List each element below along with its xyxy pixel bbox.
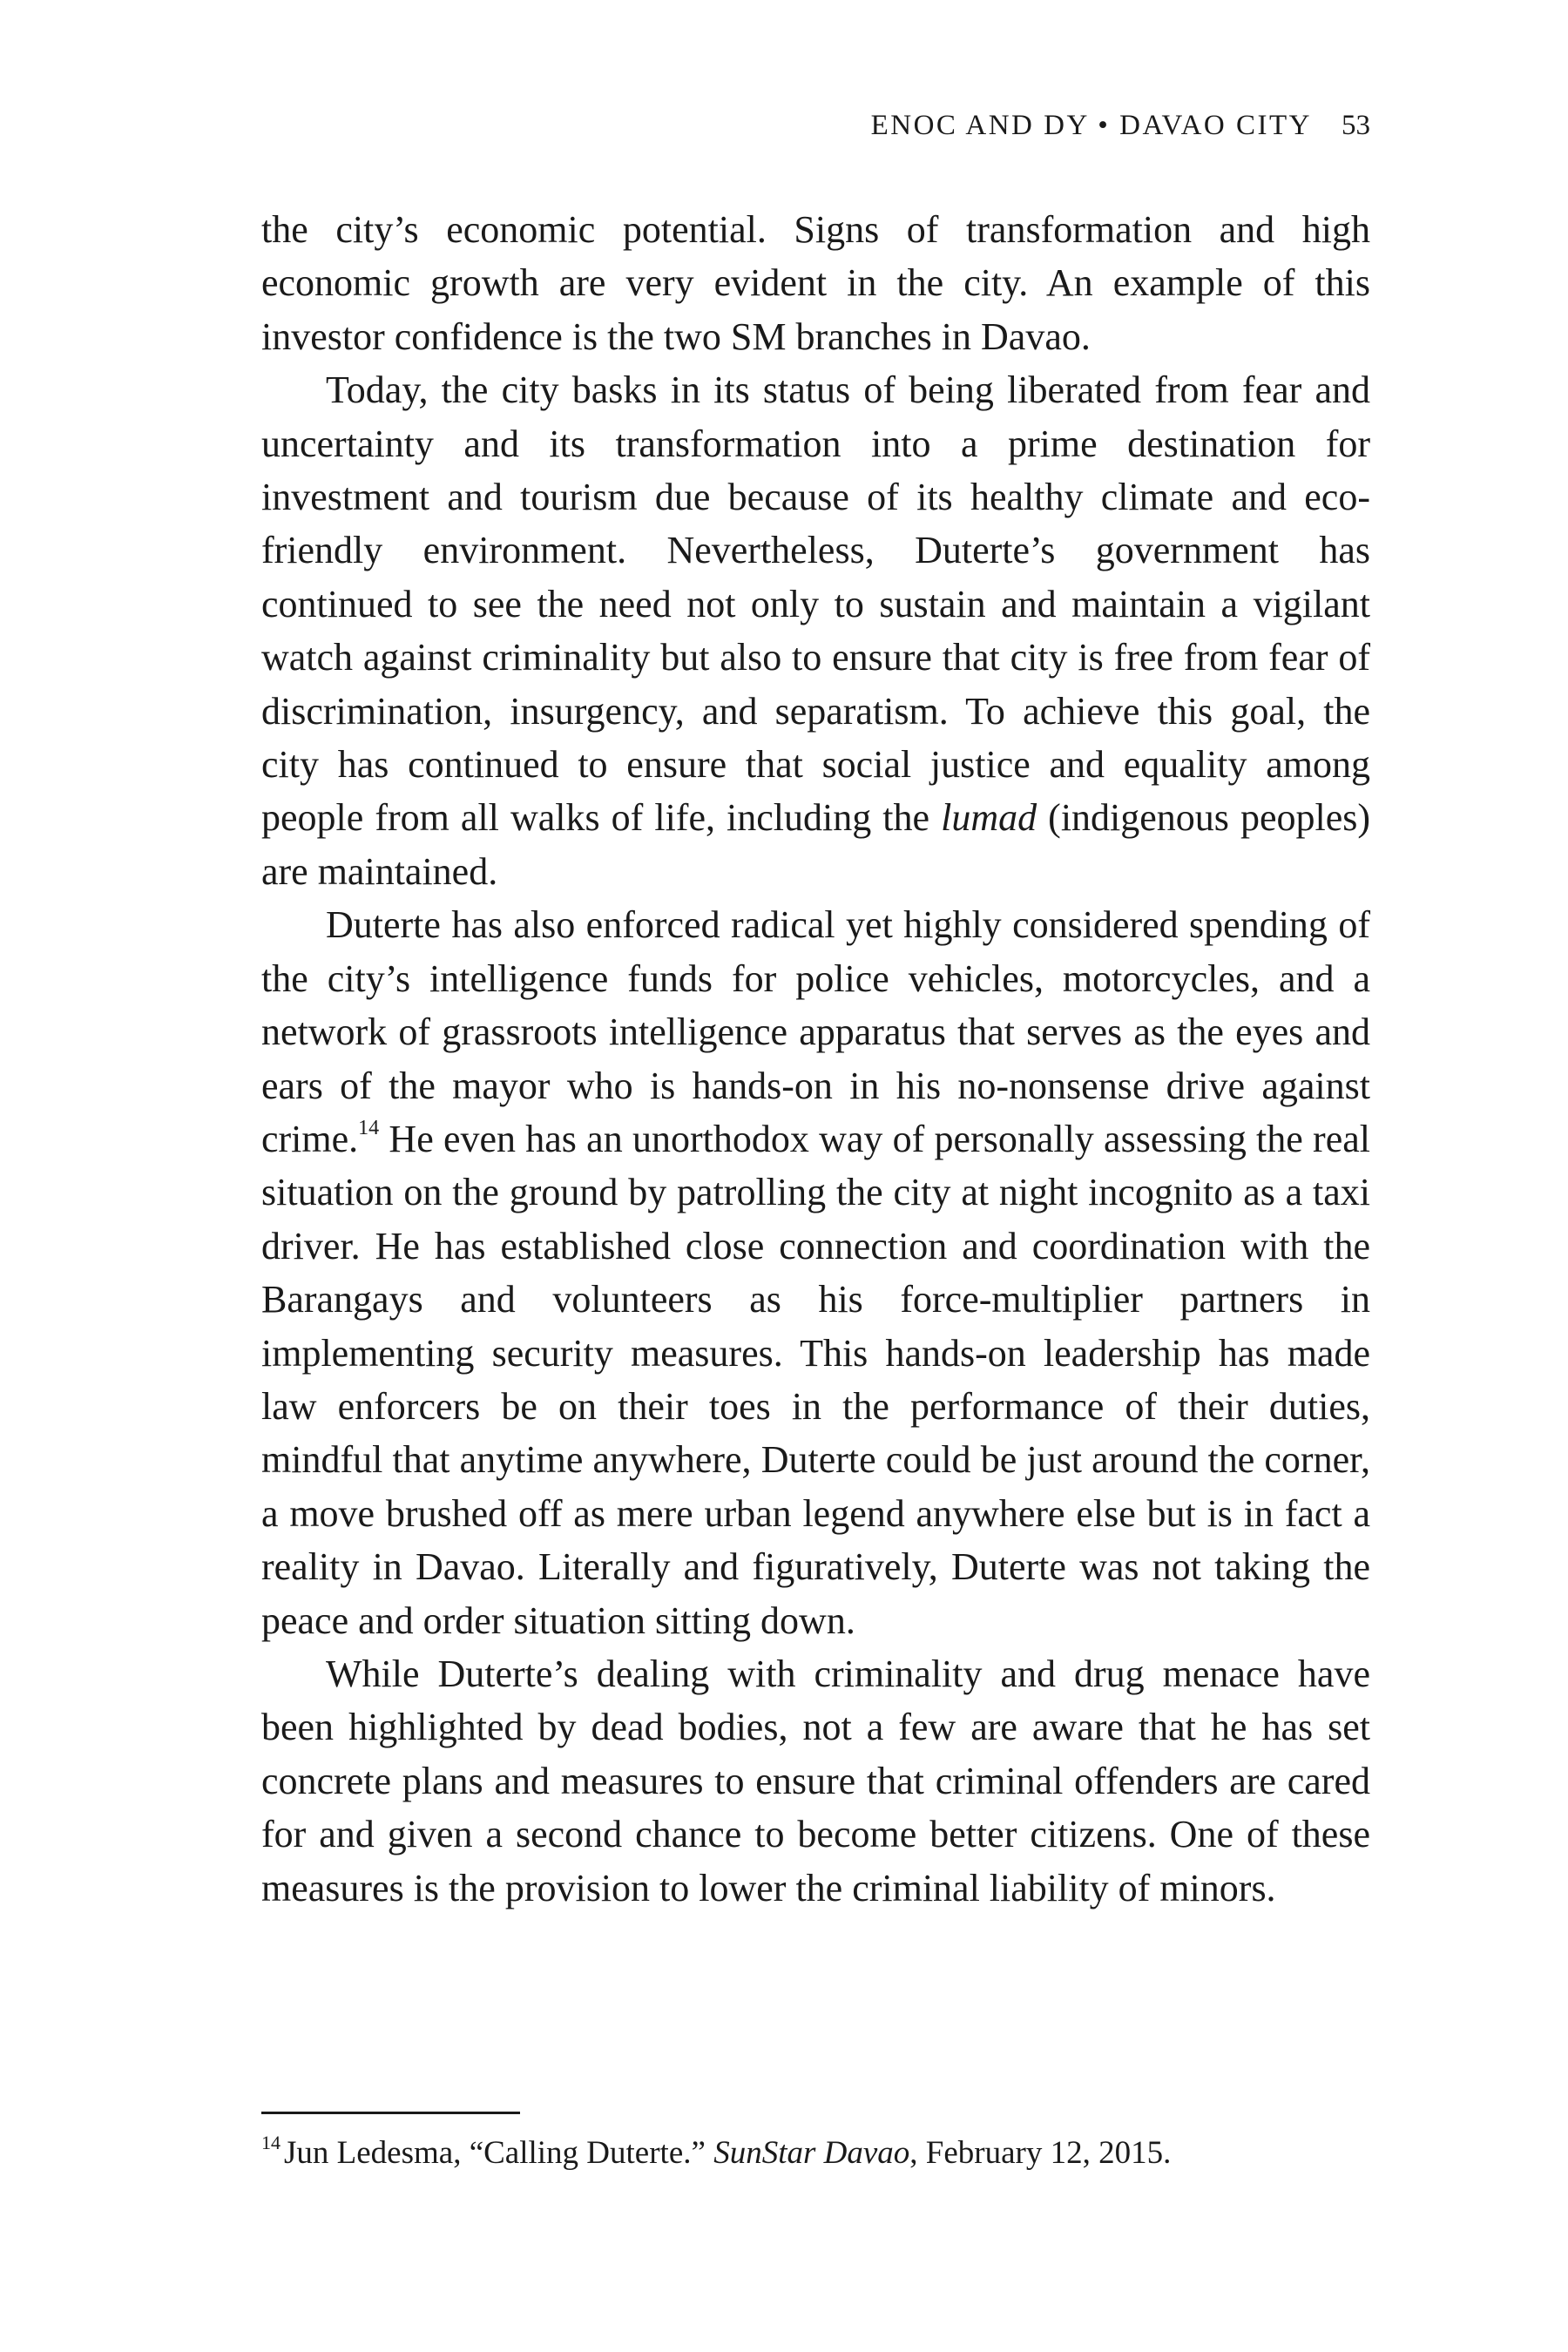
footnote-date: , February 12, 2015. xyxy=(909,2135,1172,2171)
paragraph-4: While Duterte’s dealing with criminality and drug menace have been highlighted by dead bodies, not a few are aware that he has set concrete plans and measures to ensure that criminal offenders are cared for and given a second chance to become better citizens. One of these measures is the provision to lower the criminal liability of minors. xyxy=(261,1652,1370,1909)
footnote-source: SunStar Davao xyxy=(713,2135,910,2171)
paragraph-2 xyxy=(261,363,1370,898)
paragraph-3 xyxy=(261,898,1370,1647)
paragraph-2-text: Today, the city basks in its status of being liberated from fear and uncertainty and its transformation into a prime destination for investment and tourism due because of its healthy climate and eco-friendly environment. Nevertheless, Duterte’s government has continued to see the need not only to sustain and maintain a vigilant watch against criminality but also to ensure that city is free from fear of discrimination, insurgency, and separatism. To achieve this goal, the city has continued to ensure that social justice and equality among people from all walks of life, including the xyxy=(261,368,1370,840)
footnote-reference[interactable]: 14 xyxy=(358,1117,380,1140)
body-text xyxy=(261,203,1370,1915)
footnote-number: 14 xyxy=(261,2131,280,2153)
running-head xyxy=(261,103,1370,148)
paragraph-3-text-b: He even has an unorthodox way of personally assessing the real situation on the ground by patrolling the city at night incognito as a taxi driver. He has established close connection and coordination with the Barangays and volunteers as his force-multiplier partners in implementing security measures. This hands-on leadership has made law enforcers be on their toes in the performance of their duties, mindful that anytime anywhere, Duterte could be just around the corner, a move brushed off as mere urban legend anywhere else but is in fact a reality in Davao. Literally and figuratively, Duterte was not taking the peace and order situation sitting down. xyxy=(261,1117,1370,1642)
footnote-divider xyxy=(261,2112,520,2114)
footnote-text: Jun Ledesma, “Calling Duterte.” xyxy=(284,2135,706,2171)
page-number: 53 xyxy=(1342,110,1370,141)
footnote xyxy=(261,2131,1370,2176)
running-title: ENOC AND DY • DAVAO CITY xyxy=(870,110,1312,141)
paragraph-2-end: (indigenous peoples) are maintained. xyxy=(261,796,1371,893)
lumad-term: lumad xyxy=(941,796,1037,840)
paragraph-1: the city’s economic potential. Signs of transformation and high economic growth are very evident in the city. An example of this investor confidence is the two SM branches in Davao. xyxy=(261,208,1370,358)
paragraph-3-text-a: Duterte has also enforced radical yet highly considered spending of the city’s intelligence funds for police vehicles, motorcycles, and a network of grassroots intelligence apparatus that serves as the eyes and ears of the mayor who is hands-on in his no-nonsense drive against crime. xyxy=(261,903,1370,1160)
